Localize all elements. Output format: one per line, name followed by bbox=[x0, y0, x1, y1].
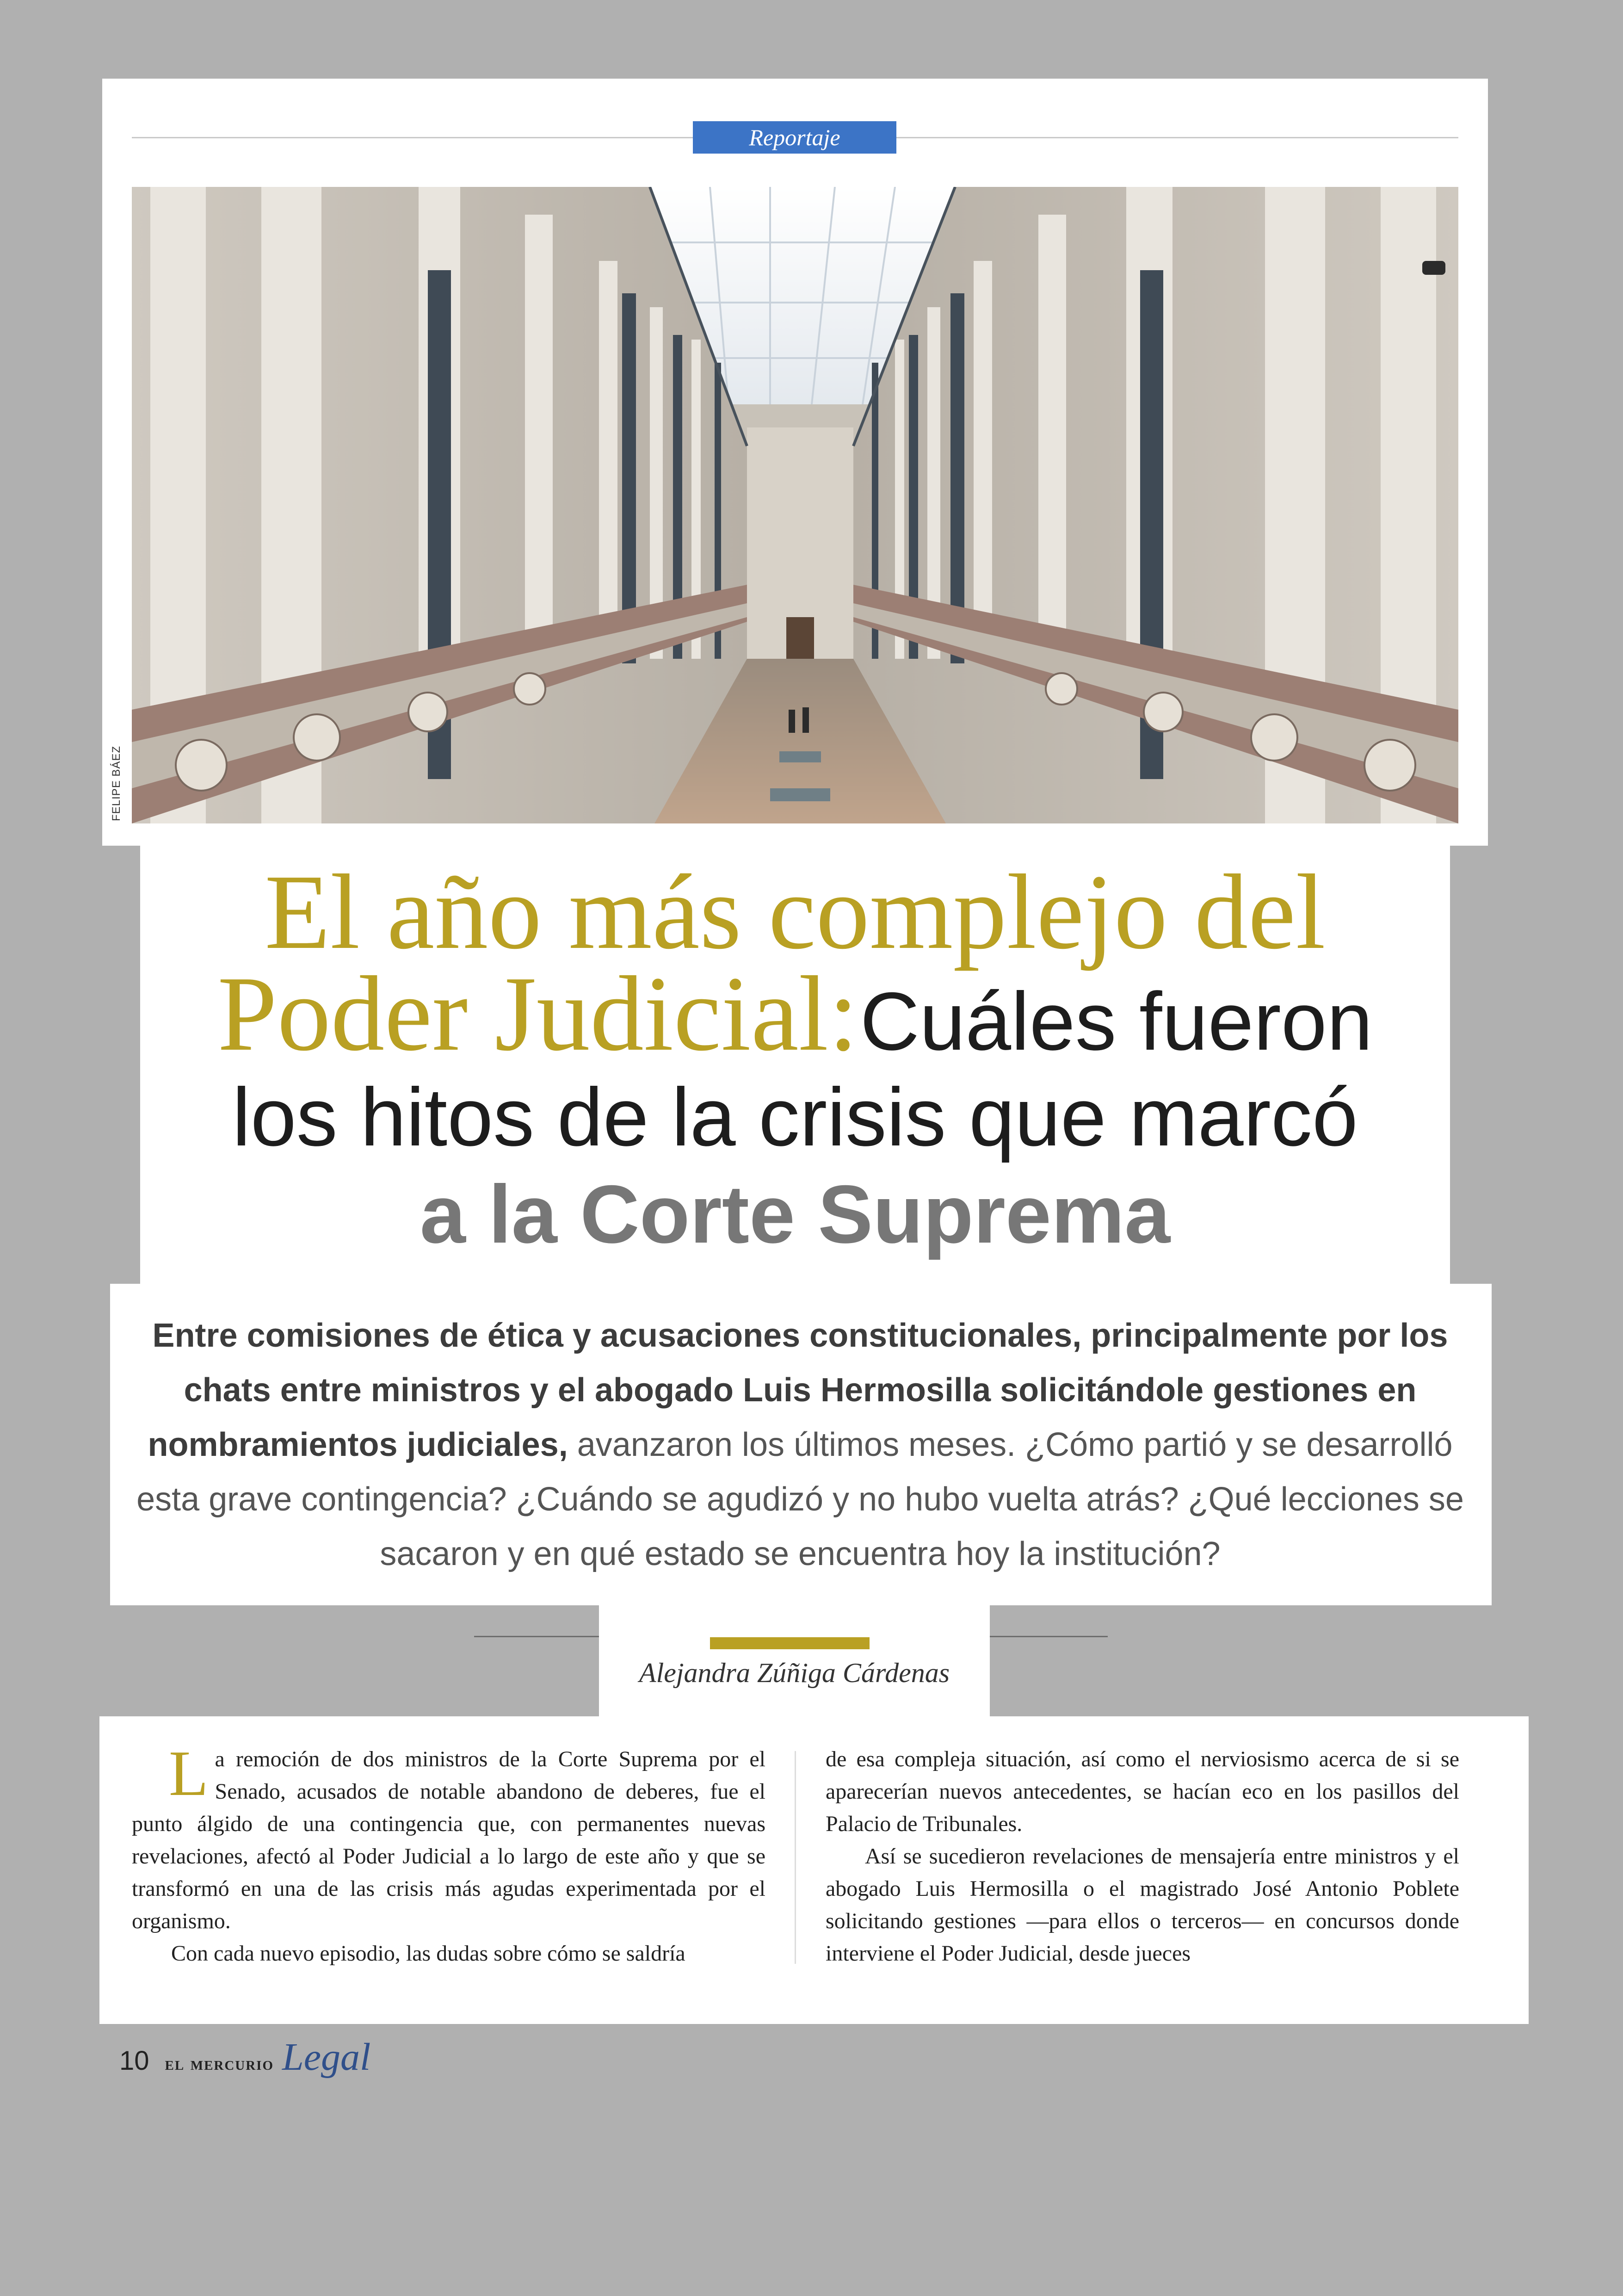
body-paragraph: Con cada nuevo episodio, las dudas sobre cómo se saldría bbox=[171, 1941, 685, 1966]
body-column-1 bbox=[132, 1738, 765, 1970]
body-paragraph: de esa compleja situación, así como el nerviosismo acerca de si se aparecerían nuevos antecedentes, se hacían eco en los pasillos del Palacio de Tribunales. bbox=[826, 1747, 1459, 1836]
headline bbox=[140, 853, 1450, 1263]
body-paragraph: Así se sucedieron revelaciones de mensajería entre ministros y el abogado Luis Hermosilla o el magistrado José Antonio Poblete solicitando gestiones —para ellos o terceros— en concursos donde interviene el Poder Judicial, desde jueces bbox=[826, 1844, 1459, 1966]
body-text: a remoción de dos ministros de la Corte Suprema por el Senado, acusados de notable abandono de deberes, fue el punto álgido de una contingencia que, con permanentes nuevas revelaciones, afectó al Poder Judicial a lo largo de este año y que se transformó en una de las crisis más agudas experimentada por el organismo. bbox=[132, 1747, 765, 1933]
lead-regular: avanzaron los últimos meses. ¿Cómo partió y se desarrolló esta grave contingencia? ¿Cuándo se agudizó y no hubo vuelta atrás? ¿Qué lecciones se sacaron y en qué estado se encuentra hoy la institución? bbox=[136, 1426, 1464, 1572]
headline-line-1: El año más complejo del bbox=[265, 853, 1326, 972]
section-tag: Reportaje bbox=[693, 121, 896, 154]
page-folio bbox=[119, 2035, 371, 2079]
lead-paragraph bbox=[125, 1308, 1475, 1581]
body-column-2 bbox=[826, 1743, 1459, 1970]
photo-credit: FELIPE BÁEZ bbox=[110, 745, 123, 821]
headline-line-3: los hitos de la crisis que marcó bbox=[232, 1071, 1358, 1163]
publication-name: el mercurio bbox=[165, 2053, 274, 2074]
page-number: 10 bbox=[119, 2046, 149, 2076]
byline-accent-bar bbox=[710, 1637, 870, 1649]
headline-dark-part: Cuáles fueron bbox=[860, 975, 1373, 1067]
supplement-name: Legal bbox=[282, 2036, 371, 2079]
headline-line-2 bbox=[140, 954, 1450, 1073]
headline-line-4: a la Corte Suprema bbox=[420, 1168, 1171, 1260]
lead-bold: Entre comisiones de ética y acusaciones constitucionales, principalmente por los chats entre ministros y el abogado Luis Hermosilla solicitándole gestiones en nombramientos judiciales, bbox=[148, 1317, 1448, 1463]
courthouse-atrium-image bbox=[132, 187, 1458, 823]
byline: Alejandra Zúñiga Cárdenas bbox=[639, 1658, 950, 1688]
headline-gold-part: Poder Judicial: bbox=[217, 954, 858, 1073]
column-divider bbox=[795, 1751, 796, 1964]
body-paragraph bbox=[132, 1738, 765, 1937]
drop-cap: L bbox=[169, 1738, 209, 1809]
article-photo bbox=[132, 187, 1458, 823]
